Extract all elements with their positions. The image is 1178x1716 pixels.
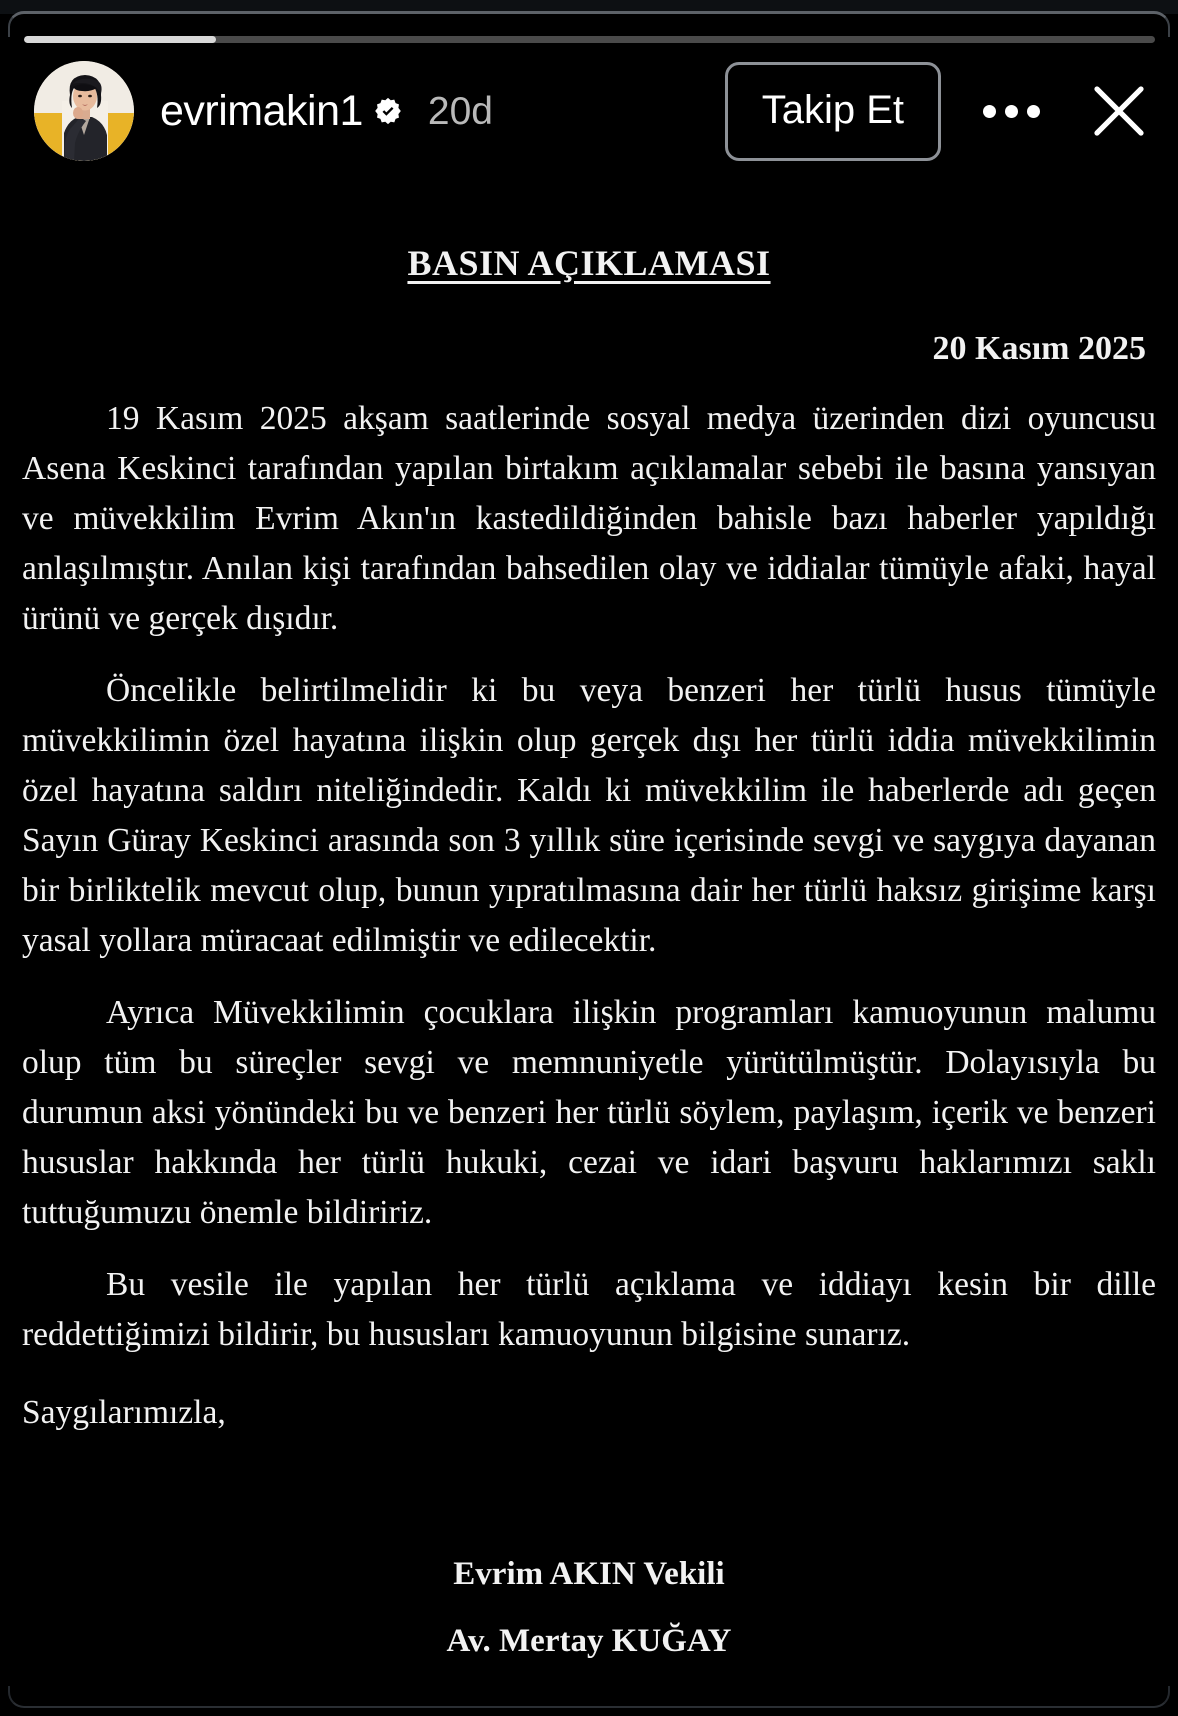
ellipsis-icon[interactable] (979, 91, 1044, 132)
document-paragraph: Ayrıca Müvekkilimin çocuklara ilişkin programları kamuoyunun malumu olup tüm bu süreçler sevgi ve memnuniyetle yürütülmüştür. Dolayısıyla bu durumun aksi yönündeki bu ve benzeri her türlü söylem, paylaşım, içerik ve benzeri hususlar hakkında her türlü hukuki, cezai ve idari başvuru haklarımızı saklı tuttuğumuzu önemle bildiririz. (22, 994, 1156, 1231)
signature-line: Av. Mertay KUĞAY (446, 1623, 732, 1659)
story-user-info[interactable] (160, 86, 493, 135)
document-paragraph: Bu vesile ile yapılan her türlü açıklama ve iddiayı kesin bir dille reddettiğimizi bildirir, bu hususları kamuoyunun bilgisine sunarız. (22, 1266, 1156, 1353)
signature-line: Evrim AKIN Vekili (453, 1556, 725, 1592)
ellipsis-dot (1027, 105, 1040, 118)
story-card-bottom-edge (8, 1686, 1170, 1708)
document-paragraph: Öncelikle belirtilmelidir ki bu veya benzeri her türlü husus tümüyle müvekkilimin özel hayatına ilişkin olup gerçek dışı her türlü iddia müvekkilimin özel hayatına saldırı niteliğindedir. Kaldı ki müvekkilim ile haberlerde adı geçen Sayın Güray Keskinci arasında son 3 yıllık süre içerisinde sevgi ve saygıya dayanan bir birliktelik mevcut olup, bunun yıpratılmasına dair her türlü haksız girişime karşı yasal yollara müracaat edilmiştir ve edilecektir. (22, 672, 1156, 959)
username-label: evrimakin1 (160, 86, 363, 135)
close-x-icon[interactable] (1086, 78, 1152, 144)
ellipsis-dot (983, 105, 996, 118)
story-header (0, 57, 1178, 165)
document-closing: Saygılarımızla, (22, 1394, 226, 1431)
document-signature (22, 1556, 1156, 1660)
follow-button[interactable]: Takip Et (725, 62, 941, 161)
document-date: 20 Kasım 2025 (932, 330, 1146, 367)
verified-badge-icon (374, 97, 402, 125)
press-statement-document (0, 182, 1178, 1682)
document-paragraph: 19 Kasım 2025 akşam saatlerinde sosyal medya üzerinden dizi oyuncusu Asena Keskinci tarafından yapılan birtakım açıklamalar sebebi ile basına yansıyan ve müvekkilim Evrim Akın'ın kastedildiğinden bahisle bazı haberler yapıldığı anlaşılmıştır. Anılan kişi tarafından bahsedilen olay ve iddialar tümüyle afaki, hayal ürünü ve gerçek dışıdır. (22, 400, 1156, 637)
story-progress-bar[interactable] (24, 36, 1155, 43)
avatar[interactable] (34, 61, 134, 161)
document-title: BASIN AÇIKLAMASI (407, 243, 771, 283)
document-body (22, 394, 1156, 1438)
ellipsis-dot (1005, 105, 1018, 118)
story-card-top-edge (8, 11, 1170, 37)
story-timestamp: 20d (427, 89, 493, 133)
story-progress-fill (24, 36, 216, 43)
